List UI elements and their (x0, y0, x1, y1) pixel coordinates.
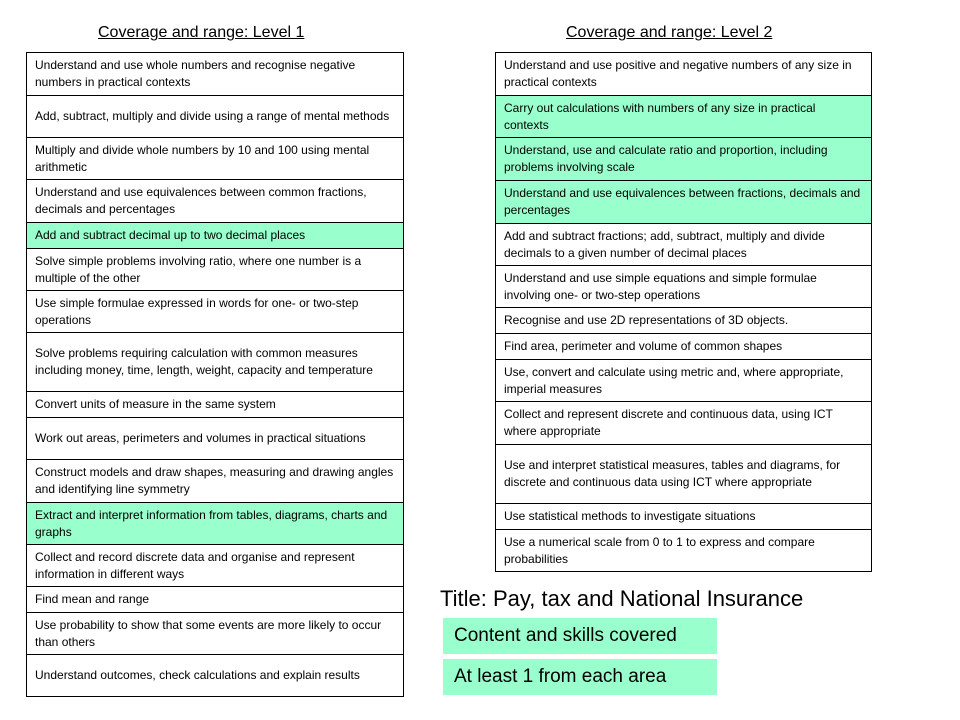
level1-item: Solve problems requiring calculation with common measures including money, time, length, weight, capacity and temperature (26, 333, 404, 392)
level1-item: Add and subtract decimal up to two decimal places (26, 223, 404, 249)
page-title: Title: Pay, tax and National Insurance (440, 586, 804, 611)
level1-item: Understand outcomes, check calculations and explain results (26, 655, 404, 697)
level2-item: Find area, perimeter and volume of common shapes (495, 334, 872, 360)
level2-item: Use, convert and calculate using metric and, where appropriate, imperial measures (495, 360, 872, 402)
level1-item: Find mean and range (26, 587, 404, 613)
level2-heading: Coverage and range: Level 2 (566, 24, 773, 41)
level2-item: Understand, use and calculate ratio and proportion, including problems involving scale (495, 138, 872, 181)
level1-item: Use simple formulae expressed in words for one- or two-step operations (26, 291, 404, 333)
level2-item: Collect and represent discrete and continuous data, using ICT where appropriate (495, 402, 872, 445)
content-skills-label: Content and skills covered (443, 618, 717, 654)
level2-item: Understand and use simple equations and simple formulae involving one- or two-step operations (495, 266, 872, 308)
level1-item: Extract and interpret information from tables, diagrams, charts and graphs (26, 503, 404, 545)
level1-item: Collect and record discrete data and organise and represent information in different ways (26, 545, 404, 587)
level1-item: Convert units of measure in the same system (26, 392, 404, 418)
level2-item: Use and interpret statistical measures, tables and diagrams, for discrete and continuous data using ICT where appropriate (495, 445, 872, 504)
level1-heading: Coverage and range: Level 1 (98, 24, 305, 41)
requirement-label: At least 1 from each area (443, 659, 717, 695)
level2-item: Carry out calculations with numbers of any size in practical contexts (495, 96, 872, 138)
level2-item: Understand and use equivalences between fractions, decimals and percentages (495, 181, 872, 224)
level2-item: Recognise and use 2D representations of 3D objects. (495, 308, 872, 334)
level1-item: Understand and use equivalences between common fractions, decimals and percentages (26, 180, 404, 223)
level2-list (495, 52, 872, 572)
level2-item: Understand and use positive and negative numbers of any size in practical contexts (495, 53, 872, 96)
level1-item: Understand and use whole numbers and recognise negative numbers in practical contexts (26, 53, 404, 96)
level2-item: Add and subtract fractions; add, subtract, multiply and divide decimals to a given number of decimal places (495, 224, 872, 266)
level1-item: Construct models and draw shapes, measuring and drawing angles and identifying line symmetry (26, 460, 404, 503)
level1-list (26, 52, 404, 697)
level1-item: Multiply and divide whole numbers by 10 and 100 using mental arithmetic (26, 138, 404, 180)
level1-item: Add, subtract, multiply and divide using a range of mental methods (26, 96, 404, 138)
level2-item: Use a numerical scale from 0 to 1 to express and compare probabilities (495, 530, 872, 572)
level1-item: Use probability to show that some events are more likely to occur than others (26, 613, 404, 655)
level1-item: Work out areas, perimeters and volumes in practical situations (26, 418, 404, 460)
level1-item: Solve simple problems involving ratio, where one number is a multiple of the other (26, 249, 404, 291)
level2-item: Use statistical methods to investigate situations (495, 504, 872, 530)
